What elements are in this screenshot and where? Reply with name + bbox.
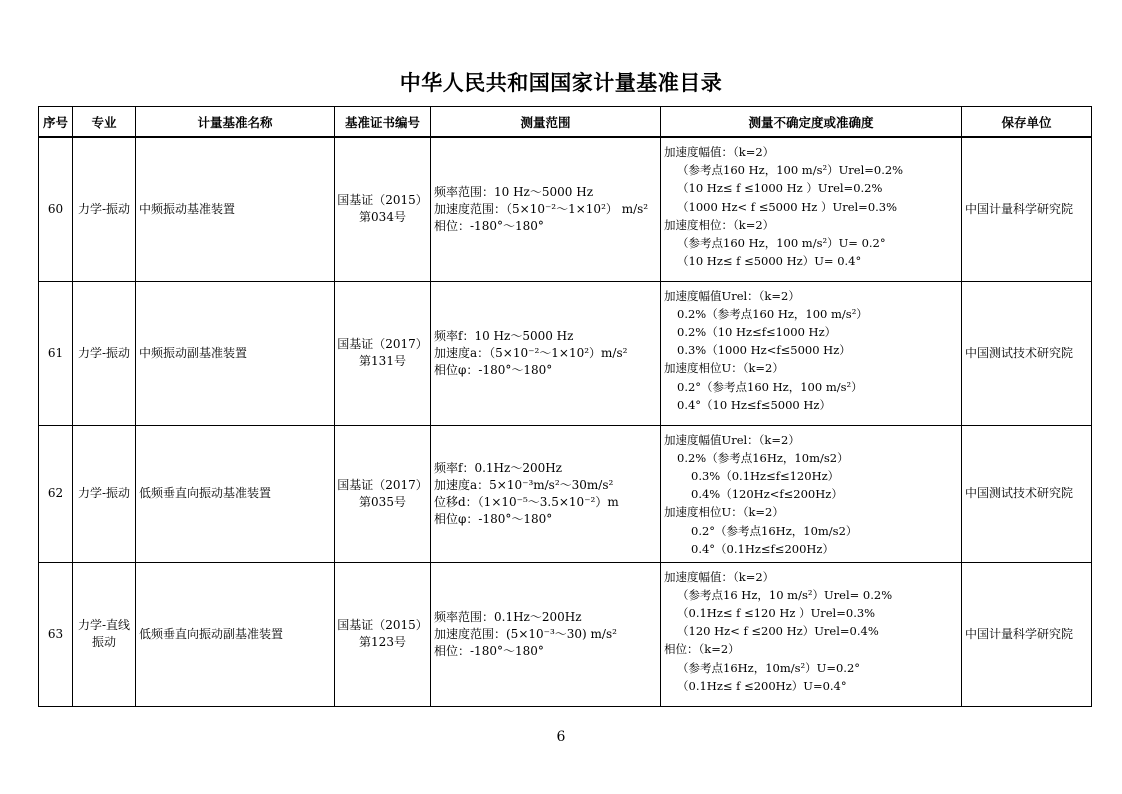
range-line: 频率范围：10 Hz～5000 Hz: [434, 184, 594, 199]
row-organization: 中国测试技术研究院: [962, 425, 1092, 562]
cert-line: 第034号: [359, 210, 406, 225]
row-uncertainty: [661, 137, 962, 281]
uncertainty-line: 加速度幅值Urel：（k=2）: [664, 432, 800, 447]
range-line: 相位φ：-180°～180°: [434, 362, 553, 377]
row-cert: [335, 137, 431, 281]
uncertainty-line: （参考点16Hz，10m/s²）U=0.2°: [677, 660, 861, 675]
row-range: [431, 281, 661, 425]
uncertainty-line: 0.2%（参考点160 Hz，100 m/s²）: [677, 306, 868, 321]
table-header-row: [39, 107, 1092, 138]
row-field: [73, 562, 136, 706]
range-line: 相位φ：-180°～180°: [434, 511, 553, 526]
page-number: 6: [556, 729, 566, 745]
uncertainty-line: 加速度相位U：（k=2）: [664, 505, 784, 520]
uncertainty-line: 0.3%（1000 Hz<f≤5000 Hz）: [677, 343, 851, 358]
range-line: 加速度a：（5×10⁻²～1×10²）m/s²: [434, 345, 628, 360]
uncertainty-line: 0.2°（参考点160 Hz，100 m/s²）: [677, 379, 863, 394]
range-line: 频率范围：0.1Hz～200Hz: [434, 609, 582, 624]
col-header-range: 测量范围: [431, 107, 661, 138]
cert-line: 国基证（2015）: [337, 193, 428, 208]
table-row: [39, 562, 1092, 706]
row-range: [431, 137, 661, 281]
range-line: 位移d：（1×10⁻⁵～3.5×10⁻²）m: [434, 494, 619, 509]
table-row: [39, 281, 1092, 425]
table-row: [39, 137, 1092, 281]
uncertainty-line: 0.2%（10 Hz≤f≤1000 Hz）: [677, 324, 837, 339]
uncertainty-line: （参考点160 Hz，100 m/s²）Urel=0.2%: [677, 163, 904, 178]
cert-line: 国基证（2015）: [337, 618, 428, 632]
uncertainty-line: 加速度幅值：（k=2）: [664, 145, 775, 159]
col-header-no: 序号: [39, 107, 73, 138]
row-number: 63: [39, 562, 73, 706]
field-line: 力学-直线: [77, 618, 131, 632]
page-title: 中华人民共和国国家计量基准目录: [399, 71, 723, 95]
cert-line: 国基证（2017）: [337, 477, 428, 492]
row-cert: [335, 281, 431, 425]
row-cert: [335, 562, 431, 706]
uncertainty-line: （10 Hz≤ f ≤1000 Hz ）Urel=0.2%: [677, 181, 883, 196]
row-standard-name: 中频振动基准装置: [136, 137, 335, 281]
uncertainty-line: 0.3%（0.1Hz≤f≤120Hz）: [691, 468, 840, 483]
uncertainty-line: 0.4°（0.1Hz≤f≤200Hz）: [691, 541, 834, 556]
uncertainty-line: 0.4%（120Hz<f≤200Hz）: [691, 487, 843, 502]
row-number: 61: [39, 281, 73, 425]
col-header-cert: 基准证书编号: [335, 107, 431, 138]
field-line: 振动: [91, 635, 116, 649]
range-line: 频率f：10 Hz～5000 Hz: [434, 328, 574, 343]
row-uncertainty: [661, 281, 962, 425]
catalog-table: [38, 106, 1092, 707]
row-field: 力学-振动: [73, 281, 136, 425]
row-standard-name: 低频垂直向振动基准装置: [136, 425, 335, 562]
range-line: 加速度a：5×10⁻³m/s²～30m/s²: [434, 477, 614, 492]
row-organization: 中国计量科学研究院: [962, 562, 1092, 706]
uncertainty-line: （参考点16 Hz，10 m/s²）Urel= 0.2%: [677, 587, 893, 602]
row-uncertainty: [661, 425, 962, 562]
row-number: 60: [39, 137, 73, 281]
table-row: [39, 425, 1092, 562]
cert-line: 国基证（2017）: [337, 337, 428, 351]
col-header-field: 专业: [73, 107, 136, 138]
row-uncertainty: [661, 562, 962, 706]
cert-line: 第131号: [359, 354, 406, 368]
row-standard-name: 低频垂直向振动副基准装置: [136, 562, 335, 706]
uncertainty-line: 加速度幅值：（k=2）: [664, 569, 775, 584]
cert-line: 第123号: [359, 635, 406, 649]
row-organization: 中国计量科学研究院: [962, 137, 1092, 281]
row-organization: 中国测试技术研究院: [962, 281, 1092, 425]
range-line: 相位：-180°～180°: [434, 643, 544, 658]
range-line: 加速度范围：（5×10⁻²～1×10²） m/s²: [434, 201, 649, 216]
range-line: 加速度范围：(5×10⁻³～30) m/s²: [434, 626, 617, 641]
uncertainty-line: 加速度相位：（k=2）: [664, 217, 775, 232]
uncertainty-line: （0.1Hz≤ f ≤200Hz）U=0.4°: [677, 678, 847, 693]
uncertainty-line: 相位：（k=2）: [664, 642, 740, 657]
row-range: [431, 425, 661, 562]
uncertainty-line: 0.4°（10 Hz≤f≤5000 Hz）: [677, 397, 831, 412]
uncertainty-line: 加速度相位U：（k=2）: [664, 361, 784, 376]
row-range: [431, 562, 661, 706]
row-field: 力学-振动: [73, 137, 136, 281]
row-field: 力学-振动: [73, 425, 136, 562]
uncertainty-line: （0.1Hz≤ f ≤120 Hz ）Urel=0.3%: [677, 605, 876, 620]
row-number: 62: [39, 425, 73, 562]
uncertainty-line: （1000 Hz< f ≤5000 Hz ）Urel=0.3%: [677, 199, 898, 214]
range-line: 相位：-180°～180°: [434, 218, 544, 233]
uncertainty-line: 0.2°（参考点16Hz，10m/s2）: [691, 523, 858, 538]
row-cert: [335, 425, 431, 562]
col-header-name: 计量基准名称: [136, 107, 335, 138]
col-header-org: 保存单位: [962, 107, 1092, 138]
uncertainty-line: （10 Hz≤ f ≤5000 Hz）U= 0.4°: [677, 254, 862, 269]
uncertainty-line: （120 Hz< f ≤200 Hz）Urel=0.4%: [677, 624, 879, 639]
uncertainty-line: 0.2%（参考点16Hz，10m/s2）: [677, 450, 849, 465]
row-standard-name: 中频振动副基准装置: [136, 281, 335, 425]
col-header-uncertainty: 测量不确定度或准确度: [661, 107, 962, 138]
uncertainty-line: 加速度幅值Urel：（k=2）: [664, 288, 800, 303]
cert-line: 第035号: [359, 494, 406, 509]
uncertainty-line: （参考点160 Hz，100 m/s²）U= 0.2°: [677, 236, 886, 251]
range-line: 频率f：0.1Hz～200Hz: [434, 460, 563, 475]
